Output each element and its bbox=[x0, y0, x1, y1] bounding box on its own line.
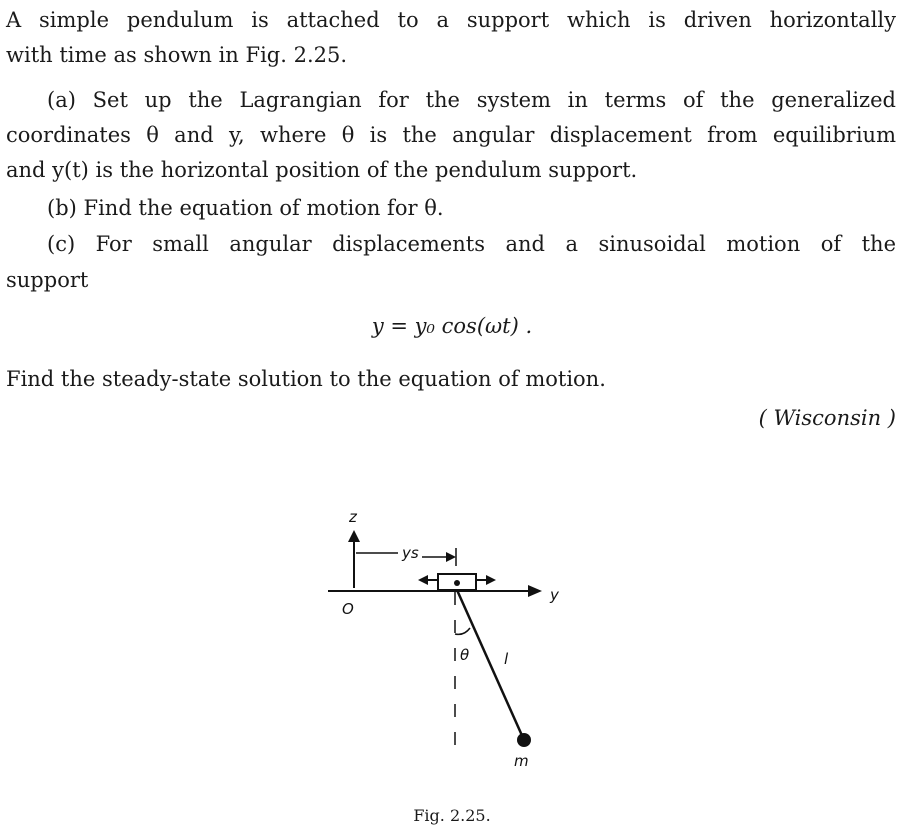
theta-label: θ bbox=[460, 646, 470, 664]
motion-arrow-left-head bbox=[418, 575, 428, 585]
z-label: z bbox=[349, 508, 357, 526]
closing-line: Find the steady-state solution to the equation of motion. bbox=[6, 367, 606, 391]
z-axis-arrowhead bbox=[348, 530, 360, 542]
mass-label: m bbox=[514, 752, 529, 770]
origin-label: O bbox=[342, 600, 354, 618]
motion-arrow-right-head bbox=[486, 575, 496, 585]
part-a-line-3: and y(t) is the horizontal position of the pendulum support. bbox=[6, 158, 638, 182]
figure-caption: Fig. 2.25. bbox=[413, 806, 491, 825]
part-a-line-1: (a) Set up the Lagrangian for the system in terms of the generalized bbox=[47, 88, 896, 112]
part-c-line-2: support bbox=[6, 268, 89, 292]
pendulum-bob bbox=[517, 733, 531, 747]
y-label: y bbox=[550, 586, 559, 604]
length-label: l bbox=[504, 650, 509, 668]
theta-arc bbox=[455, 628, 470, 634]
intro-line-1: A simple pendulum is attached to a support which is driven horizontally bbox=[6, 8, 896, 32]
pendulum-figure bbox=[318, 500, 578, 790]
ys-arrowhead bbox=[446, 552, 456, 562]
equation: y = y₀ cos(ωt) . bbox=[371, 314, 533, 338]
pendulum-rod bbox=[457, 590, 524, 740]
y-axis-arrowhead bbox=[528, 585, 542, 597]
source-attribution: ( Wisconsin ) bbox=[758, 406, 896, 430]
part-b: (b) Find the equation of motion for θ. bbox=[47, 196, 444, 220]
part-a-line-2: coordinates θ and y, where θ is the angular displacement from equilibrium bbox=[6, 123, 896, 147]
part-c-line-1: (c) For small angular displacements and a sinusoidal motion of the bbox=[47, 232, 896, 256]
pivot-point bbox=[454, 580, 460, 586]
ys-label: ys bbox=[402, 544, 419, 562]
intro-line-2: with time as shown in Fig. 2.25. bbox=[6, 43, 348, 67]
